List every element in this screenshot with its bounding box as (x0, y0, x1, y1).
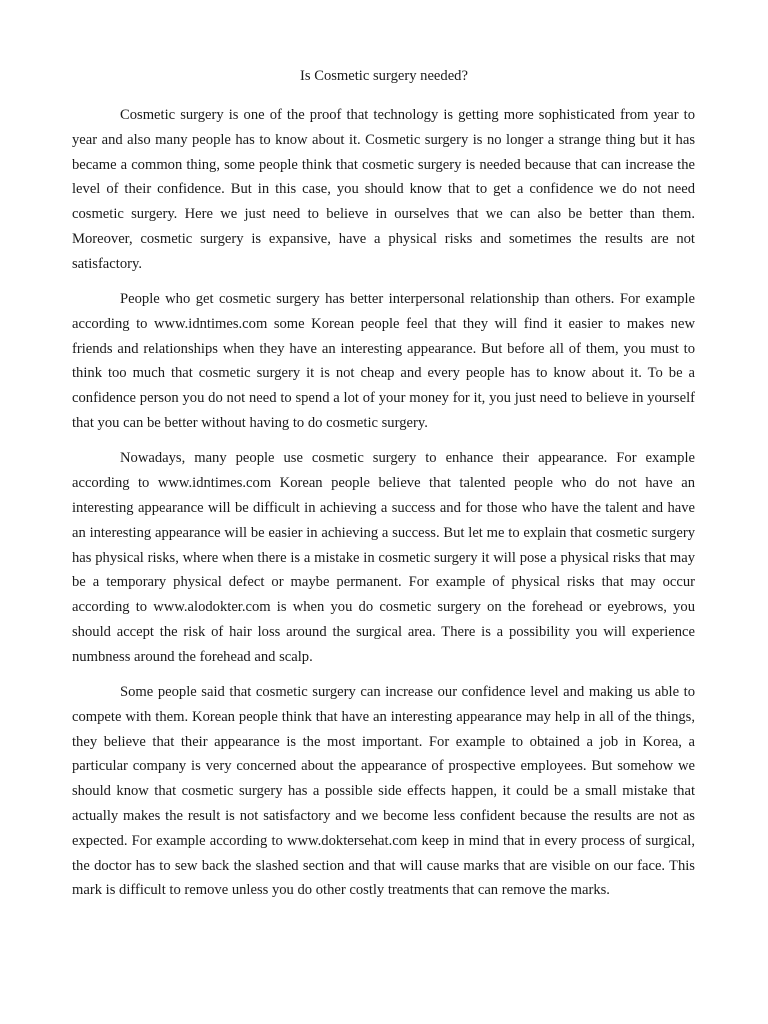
paragraph-4: Some people said that cosmetic surgery can increase our confidence level and making us able to compete with them. Korean people think that have an interesting appearance may help in all of the things, they believe that their appearance is the most important. For example to obtained a job in Korea, a particular company is very concerned about the appearance of prospective employees. But somehow we should know that cosmetic surgery has a possible side effects happen, it could be a small mistake that actually makes the result is not satisfactory and we become less confident because the results are not as expected. For example according to www.doktersehat.com keep in mind that in every process of surgical, the doctor has to sew back the slashed section and that will cause marks that are visible on our face. This mark is difficult to remove unless you do other costly treatments that can remove the marks. (72, 684, 695, 899)
paragraph-3: Nowadays, many people use cosmetic surgery to enhance their appearance. For example according to www.idntimes.com Korean people believe that talented people who do not have an interesting appearance will be difficult in achieving a success and for those who have the talent and have an interesting appearance will be easier in achieving a success. But let me to explain that cosmetic surgery has physical risks, where when there is a mistake in cosmetic surgery it will pose a physical risks that may be a temporary physical defect or maybe permanent. For example of physical risks that may occur according to www.alodokter.com is when you do cosmetic surgery on the forehead or eyebrows, you should accept the risk of hair loss around the surgical area. There is a possibility you will experience numbness around the forehead and scalp. (72, 450, 695, 665)
paragraph-1: Cosmetic surgery is one of the proof that technology is getting more sophisticated from year to year and also many people has to know about it. Cosmetic surgery is no longer a strange thing but it has became a common thing, some people think that cosmetic surgery is needed because that can increase the level of their confidence. But in this case, you should know that to get a confidence we do not need cosmetic surgery. Here we just need to believe in ourselves that we can also be better than them. Moreover, cosmetic surgery is expansive, have a physical risks and sometimes the results are not satisfactory. (72, 107, 695, 272)
document-title: Is Cosmetic surgery needed? (300, 68, 468, 84)
document-body (72, 103, 695, 914)
paragraph-2: People who get cosmetic surgery has better interpersonal relationship than others. For example according to www.idntimes.com some Korean people feel that they will find it easier to makes new friends and relationships when they have an interesting appearance. But before all of them, you must to think too much that cosmetic surgery it is not cheap and every people has to know about it. To be a confidence person you do not need to spend a lot of your money for it, you just need to believe in yourself that you can be better without having to do cosmetic surgery. (72, 291, 695, 432)
